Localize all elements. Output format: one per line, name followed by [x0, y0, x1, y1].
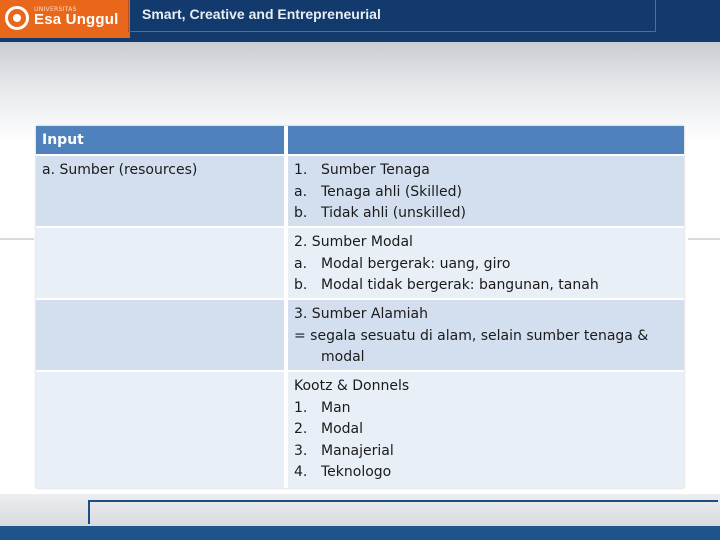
- table-row-4-label: [36, 372, 284, 488]
- university-logo-icon: [5, 6, 29, 30]
- list-item: 3. Manajerial: [294, 442, 394, 459]
- table-row-4-content: [288, 372, 684, 488]
- table-header-blank: [288, 126, 684, 154]
- table-row-2-content: [288, 228, 684, 298]
- row-3-text: [288, 300, 684, 369]
- footer-frame-line: [88, 500, 718, 524]
- row-1-list: [288, 156, 684, 225]
- tagline: Smart, Creative and Entrepreneurial: [142, 6, 381, 22]
- footer-bar: [0, 526, 720, 540]
- definition-line-continued: modal: [321, 349, 365, 365]
- list-title: Kootz & Donnels: [294, 378, 410, 394]
- row-1-label-text: a. Sumber (resources): [42, 162, 198, 178]
- logo: [0, 0, 130, 38]
- table-row-2-label: [36, 228, 284, 298]
- list-item: 1. Man: [294, 399, 351, 416]
- table-header-input: Input: [36, 126, 284, 154]
- row-2-list: [288, 228, 684, 297]
- list-item: 4. Teknologo: [294, 464, 392, 480]
- header-bar: [0, 0, 720, 42]
- list-item: a. Modal bergerak: uang, giro: [294, 255, 511, 272]
- list-title: 3. Sumber Alamiah: [294, 306, 428, 322]
- table-row-1-content: [288, 156, 684, 226]
- definition-line: = segala sesuatu di alam, selain sumber tenaga &: [294, 327, 649, 344]
- list-item: 2. Modal: [294, 421, 363, 437]
- list-item: 1. Sumber Tenaga: [294, 162, 430, 178]
- decor-line-right: [688, 238, 720, 240]
- table-row-3-label: [36, 300, 284, 370]
- table-row-3-content: [288, 300, 684, 370]
- decor-line-left: [0, 238, 34, 240]
- logo-caption: UNIVERSITAS: [34, 6, 77, 13]
- list-item: a. Tenaga ahli (Skilled): [294, 183, 462, 200]
- logo-text: Esa Unggul: [34, 11, 119, 28]
- row-4-list: [288, 372, 684, 484]
- content-table: [36, 126, 684, 488]
- table-row-1-label: [36, 156, 284, 226]
- list-title: 2. Sumber Modal: [294, 234, 413, 250]
- list-item: b. Tidak ahli (unskilled): [294, 205, 466, 221]
- list-item: b. Modal tidak bergerak: bangunan, tanah: [294, 277, 599, 293]
